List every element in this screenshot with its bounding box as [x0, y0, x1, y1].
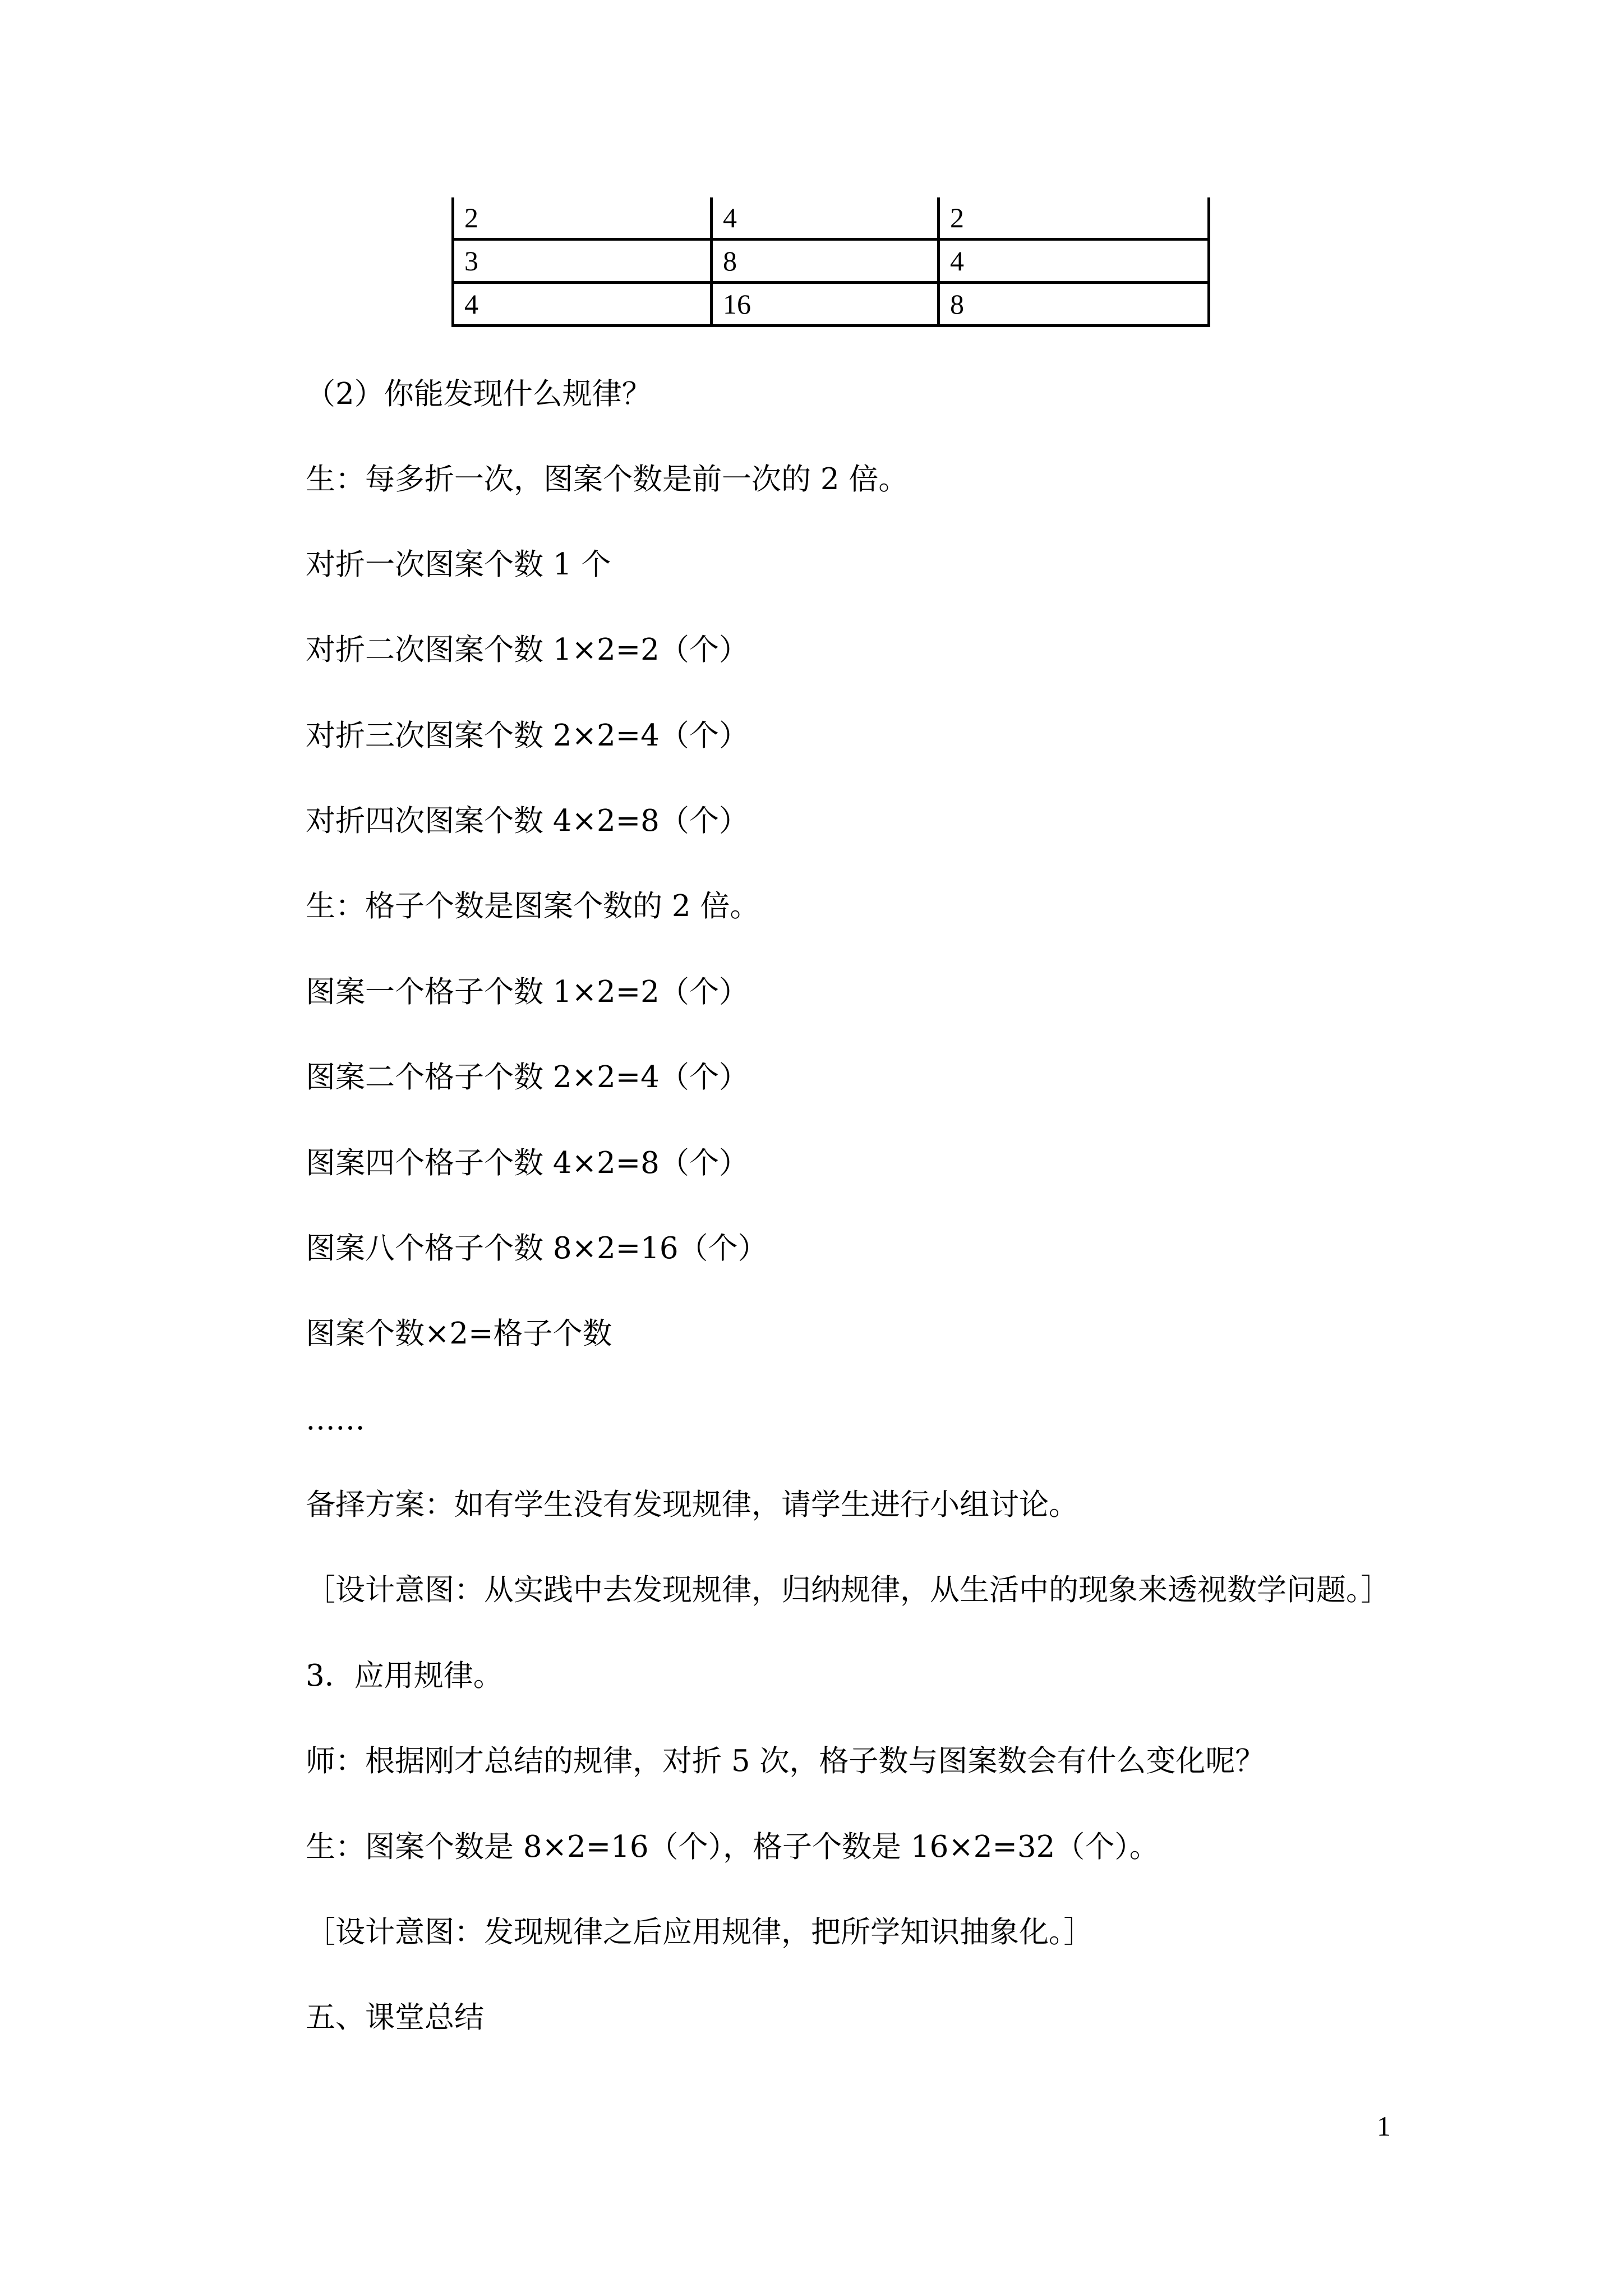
table-row — [453, 283, 1209, 326]
fold-count-line: 对折一次图案个数 1 个 — [306, 547, 611, 582]
section-heading: 3．应用规律。 — [306, 1659, 503, 1693]
table-cell: 16 — [712, 283, 939, 326]
question-line: （2）你能发现什么规律？ — [306, 377, 652, 411]
fold-count-line: 对折四次图案个数 4×2=8（个） — [306, 804, 749, 838]
data-table — [451, 197, 1210, 327]
student-answer-line: 生：格子个数是图案个数的 2 倍。 — [306, 889, 760, 923]
table-cell: 2 — [939, 197, 1209, 240]
alternative-plan-line: 备择方案：如有学生没有发现规律，请学生进行小组讨论。 — [306, 1488, 1078, 1522]
student-answer-line: 生：每多折一次，图案个数是前一次的 2 倍。 — [306, 462, 909, 496]
fold-count-line: 对折三次图案个数 2×2=4（个） — [306, 719, 749, 753]
grid-count-line: 图案一个格子个数 1×2=2（个） — [306, 975, 749, 1009]
table-cell: 4 — [712, 197, 939, 240]
student-answer-line: 生：图案个数是 8×2=16（个），格子个数是 16×2=32（个）。 — [306, 1830, 1159, 1864]
table-row — [453, 240, 1209, 283]
table-cell: 4 — [939, 240, 1209, 283]
data-table-wrapper — [451, 197, 1183, 327]
design-intent-line: ［设计意图：发现规律之后应用规律，把所学知识抽象化。］ — [306, 1915, 1094, 1949]
grid-count-line: 图案八个格子个数 8×2=16（个） — [306, 1231, 768, 1266]
table-cell: 2 — [453, 197, 712, 240]
table-cell: 8 — [939, 283, 1209, 326]
design-intent-line: ［设计意图：从实践中去发现规律，归纳规律，从生活中的现象来透视数学问题。］ — [306, 1573, 1391, 1607]
page-number: 1 — [1377, 2110, 1391, 2142]
fold-count-line: 对折二次图案个数 1×2=2（个） — [306, 633, 749, 667]
section-heading: 五、课堂总结 — [306, 2000, 484, 2035]
grid-count-line: 图案四个格子个数 4×2=8（个） — [306, 1146, 749, 1180]
grid-count-line: 图案二个格子个数 2×2=4（个） — [306, 1060, 749, 1094]
teacher-question-line: 师：根据刚才总结的规律，对折 5 次，格子数与图案数会有什么变化呢？ — [306, 1744, 1265, 1778]
ellipsis-line: …… — [306, 1402, 365, 1437]
formula-line: 图案个数×2=格子个数 — [306, 1317, 612, 1351]
table-row — [453, 197, 1209, 240]
table-cell: 8 — [712, 240, 939, 283]
table-cell: 3 — [453, 240, 712, 283]
table-cell: 4 — [453, 283, 712, 326]
